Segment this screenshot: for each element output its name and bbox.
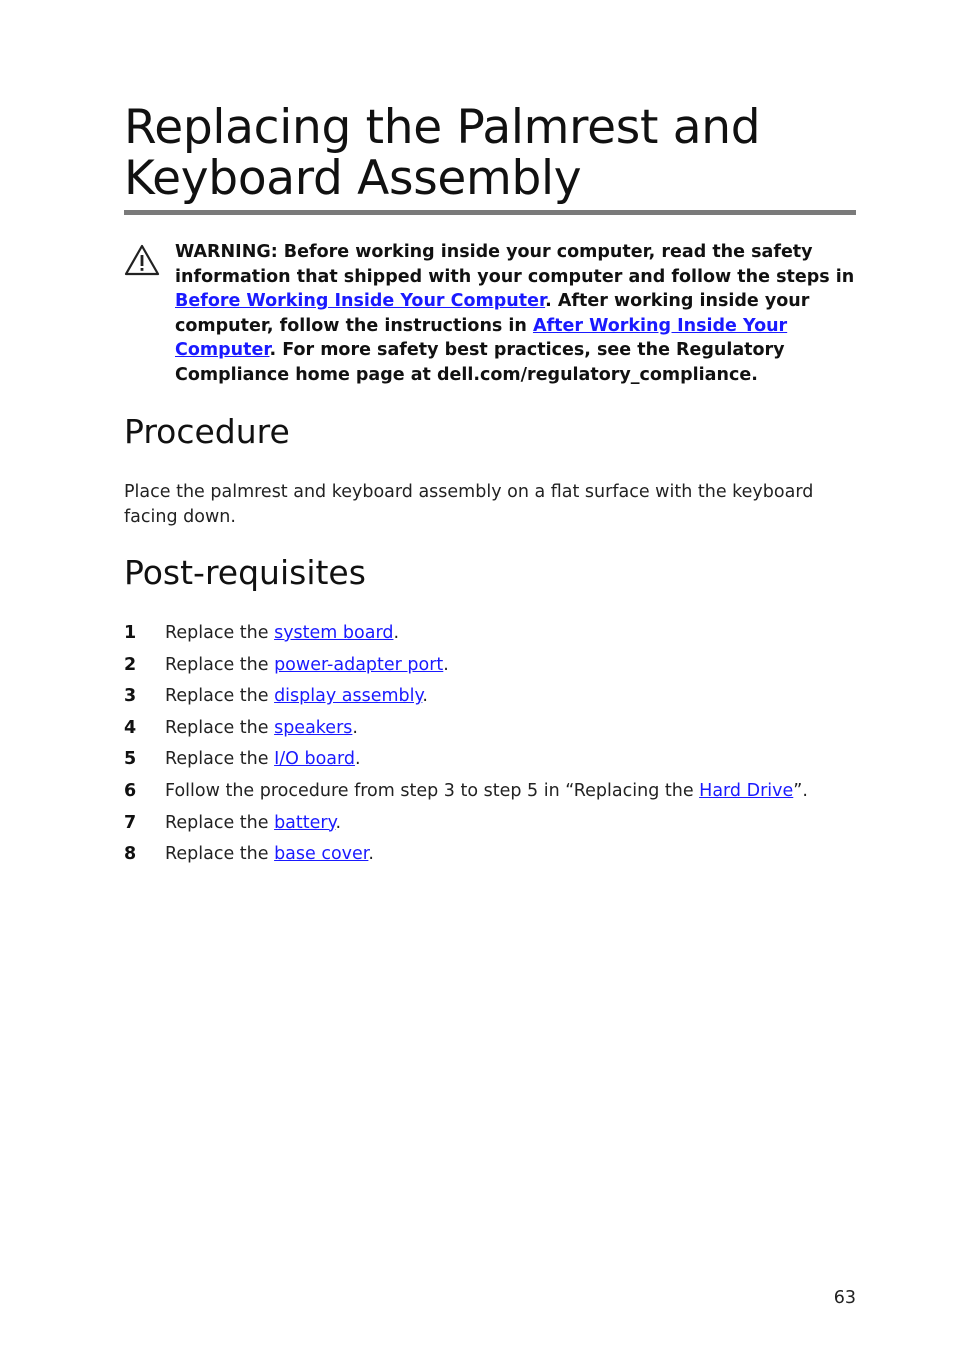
- warning-text-part: WARNING: Before working inside your computer, read the safety information that shipped with your computer and follow the steps in: [175, 242, 855, 287]
- list-item: [124, 652, 856, 684]
- step-text: [165, 841, 374, 867]
- list-item: [124, 715, 856, 747]
- step-number: 1: [124, 623, 137, 643]
- step-text-prefix: Replace the: [165, 654, 275, 675]
- warning-text: [175, 240, 856, 388]
- step-number: 7: [124, 812, 137, 833]
- page-title: Replacing the Palmrest and Keyboard Assembly: [124, 100, 761, 206]
- step-number: 5: [124, 749, 137, 770]
- step-link[interactable]: I/O board: [274, 749, 356, 770]
- post-requisites-heading: Post-requisites: [124, 553, 366, 592]
- after-working-link[interactable]: After Working Inside Your Computer: [175, 315, 788, 361]
- before-working-link[interactable]: Before Working Inside Your Computer: [175, 291, 546, 312]
- step-link[interactable]: system board: [274, 623, 394, 643]
- step-text-suffix: .: [422, 686, 428, 707]
- list-item: [124, 683, 856, 715]
- step-link[interactable]: display assembly: [274, 686, 423, 707]
- step-link[interactable]: battery: [274, 812, 336, 833]
- step-text-prefix: Replace the: [165, 749, 275, 770]
- step-text: [165, 778, 808, 804]
- step-link[interactable]: speakers: [274, 717, 353, 738]
- list-item: [124, 778, 856, 810]
- list-item: [124, 746, 856, 778]
- warning-triangle-icon: [124, 244, 160, 276]
- step-text-suffix: .: [443, 654, 449, 675]
- step-text-prefix: Follow the procedure from step 3 to step 5 in “Replacing the: [165, 780, 700, 801]
- step-text: [165, 810, 341, 836]
- step-link[interactable]: Hard Drive: [699, 780, 794, 801]
- step-text-prefix: Replace the: [165, 717, 275, 738]
- step-link[interactable]: base cover: [274, 844, 369, 865]
- step-text-suffix: .: [335, 812, 342, 833]
- step-text: [165, 715, 358, 741]
- warning-text-part: . After working inside your computer, follow the instructions in: [175, 291, 810, 336]
- step-number: 6: [124, 780, 137, 801]
- step-number: 3: [124, 686, 137, 707]
- step-text: [165, 620, 399, 646]
- procedure-text: Place the palmrest and keyboard assembly on a flat surface with the keyboard facing down.: [124, 482, 814, 527]
- step-text: [165, 746, 361, 772]
- list-item: [124, 620, 856, 652]
- step-text: [165, 652, 449, 678]
- procedure-heading: Procedure: [124, 412, 290, 451]
- step-text-suffix: .: [368, 844, 374, 865]
- step-text: [165, 683, 428, 709]
- step-link[interactable]: power-adapter port: [274, 654, 444, 675]
- step-text-prefix: Replace the: [165, 623, 275, 643]
- page-number: 63: [833, 1288, 856, 1308]
- step-text-suffix: .: [352, 717, 358, 738]
- step-number: 4: [124, 717, 137, 738]
- warning-text-part: . For more safety best practices, see the Regulatory Compliance home page at dell.com/regulatory_compliance.: [175, 340, 785, 385]
- list-item: [124, 810, 856, 842]
- list-item: [124, 841, 856, 873]
- step-text-suffix: .: [355, 749, 361, 770]
- title-divider: [124, 210, 856, 215]
- step-number: 2: [124, 654, 137, 675]
- post-requisites-list: [124, 620, 856, 873]
- step-text-suffix: .: [393, 623, 400, 643]
- step-text-suffix: ”.: [793, 780, 808, 801]
- step-text-prefix: Replace the: [165, 844, 275, 865]
- step-text-prefix: Replace the: [165, 812, 275, 833]
- step-number: 8: [124, 844, 137, 865]
- step-text-prefix: Replace the: [165, 686, 275, 707]
